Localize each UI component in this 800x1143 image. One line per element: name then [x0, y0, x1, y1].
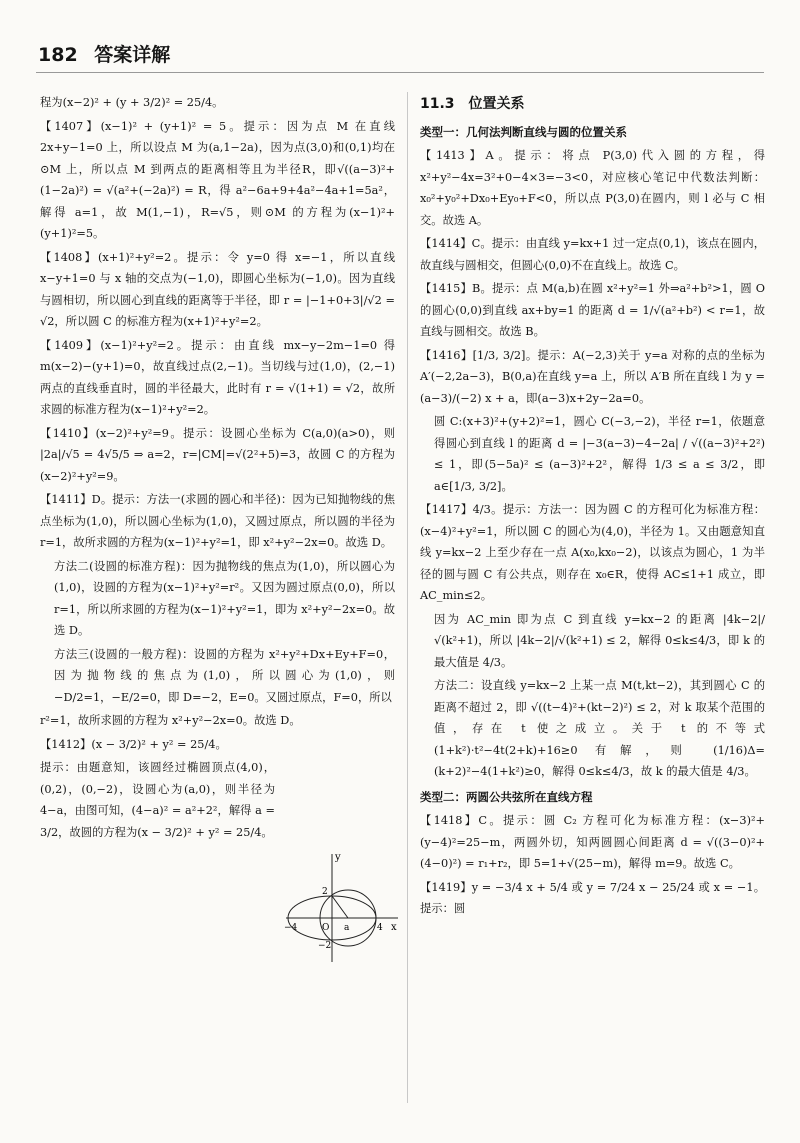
answer-1412: 【1412】(x − 3/2)² + y² = 25/4。 — [40, 737, 227, 751]
tick-2: 2 — [322, 887, 328, 897]
method-three-end: r²=1，故所求圆的方程为 x²+y²−2x=0。故选 D。 — [40, 714, 301, 727]
paragraph: 程为(x−2)² + (y + 3/2)² = 25/4。 — [40, 96, 224, 109]
answer-1417-cont: 因为 AC_min 即为点 C 到直线 y=kx−2 的距离 |4k−2|/√(k²+1)，所以 |4k−2|/√(k²+1) ≤ 2，解得 0≤k≤4/3，即 k 的最大值是 4/3。 — [434, 612, 765, 669]
column-divider — [407, 92, 408, 1103]
tick-neg2: −2 — [318, 941, 332, 951]
page-title: 答案详解 — [94, 44, 171, 66]
radius-line — [332, 896, 348, 918]
answer-1415: 【1415】B。提示：点 M(a,b)在圆 x²+y²=1 外⇒a²+b²>1，圆 O 的圆心(0,0)到直线 ax+by=1 的距离 d = 1/√(a²+b²) < r=1，故直线与圆相交。故选 B。 — [420, 282, 765, 338]
answer-1417-method2: 方法二：设直线 y=kx−2 上某一点 M(t,kt−2)，其到圆心 C 的距离不超过 2，即 √((t−4)²+(kt−2)²) ≤ 2，对 k 取某个范围的值，存在 t 使之成立。关于 t 的不等式(1+k²)·t²−4t(2+k)+16≥0 有解，则 (1/16)Δ=(k+2)²−4(1+k²)≥0，解得 0≤k≤4/3，故 k 的最大值是 4/3。 — [434, 679, 765, 778]
answer-1414: 【1414】C。提示：由直线 y=kx+1 过一定点(0,1)，该点在圆内，故直线与圆相交，但圆心(0,0)不在直线上。故选 C。 — [420, 237, 765, 272]
method-two: 方法二(设圆的标准方程)：因为抛物线的焦点为(1,0)，所以圆心为(1,0)，设圆的方程为(x−1)²+y²=r²。又因为圆过原点(0,0)，所以 r=1，所以所求圆的方程为(x−1)²+y²=1，即为 x²+y²−2x=0。故选 D。 — [54, 559, 395, 637]
method-three: 方法三(设圆的一般方程)：设圆的方程为 x²+y²+Dx+Ey+F=0，因为抛物线的焦点为(1,0)，所以圆心为(1,0)，则 −D/2=1，−E/2=0，即 D=−2，E=0。又圆过原点，F=0，所以 — [54, 647, 395, 704]
x-label: x — [391, 922, 397, 933]
answer-1409: 【1409】(x−1)²+y²=2。提示：由直线 mx−y−2m−1=0 得 m(x−2)−(y+1)=0，故直线过点(2,−1)。当切线与过(1,0)，(2,−1)两点的直线垂直时，圆的半径最大，此时有 r = √(1+1) = √2，故所求圆的标准方程为(x−1)²+y²=2。 — [40, 338, 395, 416]
type-heading: 类型一：几何法判断直线与圆的位置关系 — [420, 124, 627, 139]
answer-1419: 【1419】y = −3/4 x + 5/4 或 y = 7/24 x − 25/24 或 x = −1。提示：圆 — [420, 880, 765, 915]
answer-1416-cont: 圆 C:(x+3)²+(y+2)²=1，圆心 C(−3,−2)，半径 r=1，依题意得圆心到直线 l 的距离 d = |−3(a−3)−4−2a| / √((a−3)²+2²) ≤ 1，即(5−5a)² ≤ (a−3)²+2²，解得 1/3 ≤ a ≤ 3/2，即 a∈[1/3, 3/2]。 — [434, 415, 765, 493]
answer-1413: 【1413】A。提示：将点 P(3,0)代入圆的方程，得 x²+y²−4x=3²+0−4×3=−3<0，对应核心笔记中代数法判断：x₀²+y₀²+Dx₀+Ey₀+F<0，所以点 P(3,0)在圆内，则 l 必与 C 相交。故选 A。 — [420, 149, 765, 227]
answer-1411: 【1411】D。提示：方法一(求圆的圆心和半径)：因为已知抛物线的焦点坐标为(1,0)，所以圆心坐标为(1,0)，又圆过原点，所以圆的半径为 r=1，故所求圆的方程为(x−1)²+y²=1，即 x²+y²−2x=0。故选 D。 — [40, 493, 395, 549]
answer-1408: 【1408】(x+1)²+y²=2。提示：令 y=0 得 x=−1，所以直线 x−y+1=0 与 x 轴的交点为(−1,0)，即圆心坐标为(−1,0)。因为直线与圆相切，所以圆心到直线的距离等于半径，即 r = |−1+0+3|/√2 = √2，所以圆 C 的标准方程为(x+1)²+y²=2。 — [40, 250, 395, 328]
origin-label: O — [322, 923, 330, 933]
answer-1410: 【1410】(x−2)²+y²=9。提示：设圆心坐标为 C(a,0)(a>0)，则 |2a|/√5 = 4√5/5 ⇒ a=2，r=|CM|=√(2²+5)=3，故圆 C 的方程为(x−2)²+y²=9。 — [40, 426, 395, 483]
page-number: 182 — [38, 44, 78, 66]
answer-1417: 【1417】4/3。提示：方法一：因为圆 C 的方程可化为标准方程：(x−4)²+y²=1，所以圆 C 的圆心为(4,0)，半径为 1。又由题意知直线 y=kx−2 上至少存在一点 A(x₀,kx₀−2)，以该点为圆心，1 为半径的圆与圆 C 有公共点，则存在 x₀∈R，使得 AC≤1+1 成立，即 AC_min≤2。 — [420, 503, 765, 602]
answer-1418: 【1418】C。提示：圆 C₂ 方程可化为标准方程：(x−3)²+(y−4)²=25−m，两圆外切，知两圆圆心间距离 d = √((3−0)²+(4−0)²) = r₁+r₂，即 5=1+√(25−m)，解得 m=9。故选 C。 — [420, 814, 765, 870]
header-rule — [36, 72, 764, 73]
type-heading: 类型二：两圆公共弦所在直线方程 — [420, 789, 593, 804]
ellipse-circle-figure — [282, 850, 402, 965]
answer-1416: 【1416】[1/3, 3/2]。提示：A(−2,3)关于 y=a 对称的点的坐标为 A′(−2,2a−3)，B(0,a)在直线 y=a 上，所以 A′B 所在直线 l 为 y = (a−3)/(−2) x + a，即(a−3)x+2y−2a=0。 — [420, 348, 765, 405]
left-column — [40, 92, 395, 845]
answer-1407: 【1407】(x−1)² + (y+1)² = 5。提示：因为点 M 在直线 2x+y−1=0 上，所以设点 M 为(a,1−2a)，因为点(3,0)和(0,1)均在⊙M 上，所以点 M 到两点的距离相等且为半径R，即√((a−3)²+(1−2a)²) = √(a²+(−2a)²) = R，得 a²−6a+9+4a²−4a+1=5a²，解得 a=1，故 M(1,−1)，R=√5，则⊙M 的方程为(x−1)²+(y+1)²=5。 — [40, 119, 395, 240]
right-column — [420, 92, 765, 922]
page-header — [38, 40, 170, 67]
y-label: y — [335, 852, 341, 863]
tick-4: 4 — [377, 923, 383, 933]
tick-neg4: −4 — [284, 923, 298, 933]
section-title: 11.3 位置关系 — [420, 96, 525, 112]
a-label: a — [344, 923, 350, 933]
answer-1412-hint: 提示：由题意知，该圆经过椭圆顶点(4,0)，(0,2)，(0,−2)，设圆心为(a,0)，则半径为 4−a，由图可知，(4−a)² = a²+2²，解得 a = 3/2，故圆的方程为(x − 3/2)² + y² = 25/4。 — [40, 761, 275, 839]
